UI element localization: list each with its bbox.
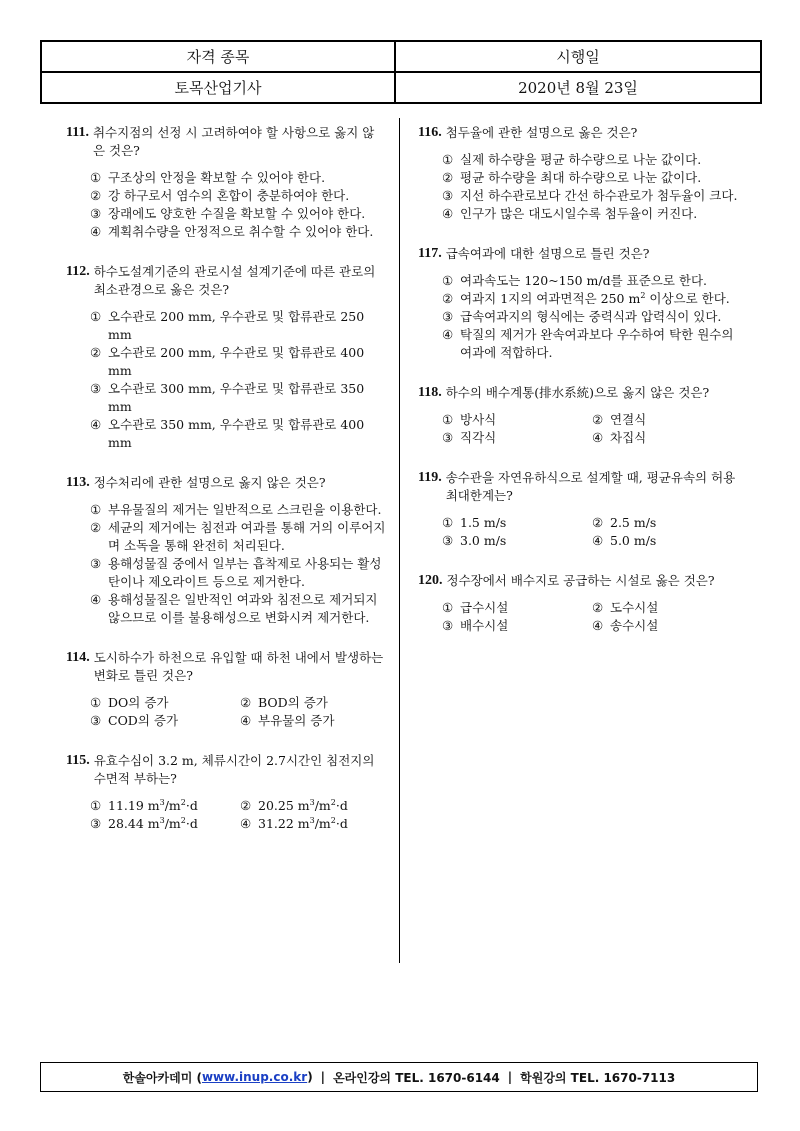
question-text: 첨두율에 관한 설명으로 옳은 것은? [445,125,638,140]
left-column [66,124,386,855]
option: ④ 용해성물질은 일반적인 여과와 침전으로 제거되지 않으므로 이를 불용해성으로 변화시켜 제거한다. [90,592,378,625]
option: ③ 용해성물질 중에서 일부는 흡착제로 사용되는 활성탄이나 제오라이트 등으로 제거한다. [90,556,382,589]
question-text: 유효수심이 3.2 m, 체류시간이 2.7시간인 침전지의 수면적 부하는? [93,753,375,786]
date-label: 시행일 [556,48,600,66]
option: ④ 부유물의 증가 [240,713,335,728]
option: ② 여과지 1지의 여과면적은 250 $m^2$ 이상으로 한다. [442,290,730,306]
subject-label: 자격 종목 [42,42,396,71]
option: ③ 장래에도 양호한 수질을 확보할 수 있어야 한다. [90,206,366,221]
question-text: 급속여과에 대한 설명으로 틀린 것은? [445,246,650,261]
option: ② 오수관로 200 mm, 우수관로 및 합류관로 400 mm [90,345,365,378]
exam-header [40,40,762,104]
option: ① 여과속도는 120~150 m/d를 표준으로 한다. [442,273,708,288]
option: ② 평균 하수량을 최대 하수량으로 나눈 값이다. [442,170,702,185]
option: ① 오수관로 200 mm, 우수관로 및 합류관로 250 mm [90,309,365,342]
question-number: 114. [66,650,90,665]
question-number: 119. [418,470,442,485]
question-text: 도시하수가 하천으로 유입할 때 하천 내에서 발생하는 변화로 틀린 것은? [93,650,384,683]
option: ③ 급속여과지의 형식에는 중력식과 압력식이 있다. [442,309,722,324]
question-number: 120. [418,573,443,588]
footer-academy-name-end: ) [307,1070,313,1084]
question-119 [418,469,738,550]
option: ③ 28.44 $m^3/m^2\cdot d$ [90,815,198,831]
question-text: 취수지점의 선정 시 고려하여야 할 사항으로 옳지 않은 것은? [92,125,375,158]
footer-website-link[interactable]: www.inup.co.kr [201,1070,308,1084]
option: ① 실제 하수량을 평균 하수량으로 나눈 값이다. [442,152,702,167]
option: ④ 탁질의 제거가 완속여과보다 우수하여 탁한 원수의 여과에 적합하다. [442,327,734,360]
option: ③ COD의 증가 [90,713,179,728]
question-116 [418,124,738,223]
question-111 [66,124,386,241]
question-number: 113. [66,475,90,490]
question-number: 115. [66,753,90,768]
footer-separator: | [320,1070,326,1084]
option: ② 강 하구로서 염수의 혼합이 충분하여야 한다. [90,188,350,203]
option: ② BOD의 증가 [240,695,328,710]
option: ④ 오수관로 350 mm, 우수관로 및 합류관로 400 mm [90,417,365,450]
question-120 [418,572,738,635]
option: ① DO의 증가 [90,695,169,710]
option: ③ 3.0 m/s [442,533,507,548]
option: ③ 배수시설 [442,618,509,633]
option: ④ 5.0 m/s [592,533,657,548]
question-115 [66,752,386,833]
subject-value: 토목산업기사 [42,73,396,102]
option: ③ 오수관로 300 mm, 우수관로 및 합류관로 350 mm [90,381,365,414]
question-number: 111. [66,125,89,140]
option: ① 부유물질의 제거는 일반적으로 스크린을 이용한다. [90,502,382,517]
question-text: 정수처리에 관한 설명으로 옳지 않은 것은? [93,475,326,490]
option: ④ 차집식 [592,430,647,445]
option: ② 도수시설 [592,600,659,615]
option: ④ 인구가 많은 대도시일수록 첨두율이 커진다. [442,206,698,221]
question-118 [418,384,738,447]
question-113 [66,474,386,627]
option: ③ 지선 하수관로보다 간선 하수관로가 첨두율이 크다. [442,188,738,203]
option: ① 구조상의 안정을 확보할 수 있어야 한다. [90,170,326,185]
footer-online-phone: 온라인강의 TEL. 1670-6144 [333,1070,500,1085]
question-number: 117. [418,246,442,261]
option: ④ 송수시설 [592,618,659,633]
option: ③ 직각식 [442,430,497,445]
right-column [418,124,738,657]
question-112 [66,263,386,452]
column-divider [399,118,400,963]
option: ① 급수시설 [442,600,509,615]
option: ④ 계획취수량을 안정적으로 취수할 수 있어야 한다. [90,224,374,239]
question-text: 하수의 배수계통(排水系統)으로 옳지 않은 것은? [445,385,710,400]
option: ② 연결식 [592,412,647,427]
question-number: 116. [418,125,442,140]
option: ② 2.5 m/s [592,515,657,530]
question-number: 118. [418,385,442,400]
footer-separator: | [507,1070,513,1084]
question-text: 하수도설계기준의 관로시설 설계기준에 따른 관로의 최소관경으로 옳은 것은? [93,264,376,297]
option: ④ 31.22 $m^3/m^2\cdot d$ [240,815,348,831]
question-number: 112. [66,264,90,279]
option: ① 11.19 $m^3/m^2\cdot d$ [90,797,198,813]
option: ② 세균의 제거에는 침전과 여과를 통해 거의 이루어지며 소독을 통해 완전히 처리된다. [90,520,386,553]
question-117 [418,245,738,362]
option: ① 방사식 [442,412,497,427]
option: ② 20.25 $m^3/m^2\cdot d$ [240,797,348,813]
footer-offline-phone: 학원강의 TEL. 1670-7113 [520,1070,676,1085]
footer [40,1062,758,1092]
question-114 [66,649,386,730]
question-text: 송수관을 자연유하식으로 설계할 때, 평균유속의 허용최대한계는? [445,470,736,503]
question-text: 정수장에서 배수지로 공급하는 시설로 옳은 것은? [446,573,715,588]
footer-academy-name: 한솔아카데미 ( [122,1070,202,1085]
option: ① 1.5 m/s [442,515,507,530]
date-value: 2020년 8월 23일 [518,79,638,97]
